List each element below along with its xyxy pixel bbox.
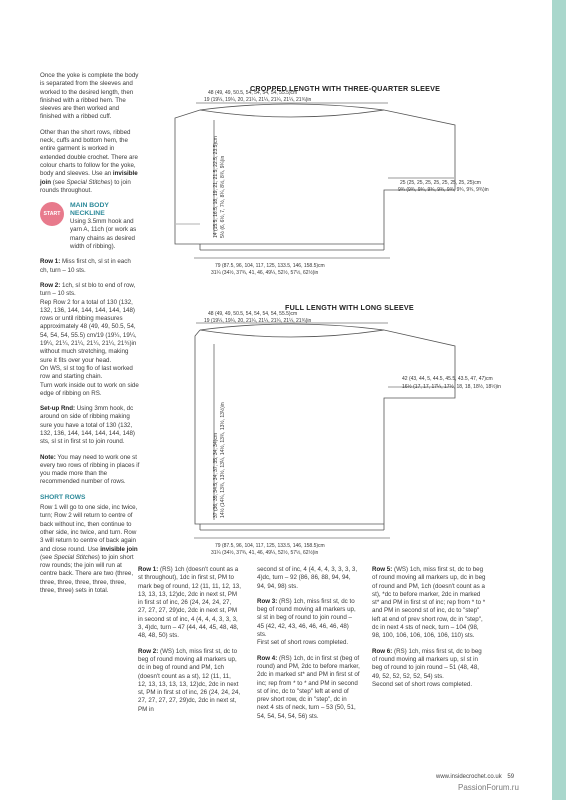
d2-body-in: 14½ (14¼, 13¾, 13½, 13¼, 14½, 13¾, 13½, 13½)in xyxy=(220,402,226,518)
d2-neck-cm: 48 (49, 49, 50.5, 54, 54, 54, 54, 55.5)cm xyxy=(208,311,298,317)
row-2-short: Row 2: (WS) 1ch, miss first st, dc to beg of round moving all markers up, dc in beg of round and PM, 1ch (doesn't count as a st), 12 (11, 11, 12, 13, 13, 13, 13, 12)dc, 2dc in next st, PM in first st of inc, 26 (24, 24, 24, 27, 27, 27, 27, 29)dc, 2dc in next st, PM in xyxy=(138,647,241,713)
construction-paragraph: Other than the short rows, ribbed neck, cuffs and bottom hem, the entire garment is worked in extended double crochet. There are colour charts to follow for the yoke, body and sleeves. Use an invisible join (see Special Stitches) to join rounds throughout. xyxy=(40,128,138,194)
row-3-short: Row 3: (RS) 1ch, miss first st, dc to beg of round moving all markers up, sl st in beg of round to join round – 45 (42, 42, 43, 46, 46, 46, 46, 48) sts. First set of short rows completed. xyxy=(257,597,356,647)
d2-sleeve-cm: 42 (43, 44, 5, 44.5, 45.5, 43.5, 47, 47)cm xyxy=(402,376,493,382)
d1-neck-cm: 48 (49, 49, 50.5, 54, 54, 54, 54, 55.5)cm xyxy=(208,90,298,96)
d1-hem-cm: 79 (87.5, 96, 104, 117, 125, 133.5, 146, 158.5)cm xyxy=(215,263,325,269)
d2-left-side xyxy=(195,330,200,524)
setup-round: Set-up Rnd: Using 3mm hook, dc around on side of ribbing making sure you have a total of 130 (132, 132, 136, 144, 144, 144, 144, 148) sts, sl st in first st to join round. xyxy=(40,405,135,446)
column-4 xyxy=(372,566,486,696)
section-title: MAIN BODY NECKLINE xyxy=(70,202,109,218)
d1-sleeve-cm: 25 (25, 25, 25, 25, 25, 25, 25, 25)cm xyxy=(400,180,481,186)
row-5-short: Row 5: (WS) 1ch, miss first st, dc to beg of round moving all markers up, dc in beg of round and PM, 1ch (doesn't count as a st), *dc to before marker, 2dc in marked st* and PM in first st of inc; rep from * to * and PM in second st of inc, dc to "step" left at end of prev short row, dc in "step", dc in next 4 sts of neck, turn – 104 (98, 98, 100, 106, 106, 106, 106, 110) sts. xyxy=(372,566,486,640)
column-2 xyxy=(138,566,241,721)
d1-sleeve-in: 9¾ (9¾, 9¾, 9¾, 9¾, 9¾, 9¾, 9¾, 9¾)in xyxy=(398,187,489,193)
d1-yoke-cm: 14 (15.5, 16.5, 18, 19, 21, 21.5, 22.5, 23.5)cm xyxy=(213,136,219,238)
row-1: Row 1: Miss first ch, sl st in each ch, turn – 10 sts. xyxy=(40,258,131,274)
neckline-instruction: Using 3.5mm hook and yarn A, 11ch (or work as many chains as desired width of ribbing). xyxy=(70,218,137,251)
d2-hem-in: 31¼ (34½, 37¾, 41, 46, 49¼, 52½, 57½, 62½)in xyxy=(211,550,319,556)
d1-neck-in: 19 (19¼, 19¼, 20, 21¼, 21¼, 21¼, 21¼, 21¾)in xyxy=(204,97,312,103)
d1-hem-in: 31¼ (34½, 37¾, 41, 46, 49¼, 52½, 57½, 62½)in xyxy=(211,270,319,276)
d2-sleeve-outline xyxy=(384,330,455,524)
d1-body-right xyxy=(384,110,455,244)
d2-body-cm: 37 (36, 35, 34.5, 34, 37, 35, 34, 34)cm xyxy=(213,432,219,518)
d1-yoke-in: 5½ (6, 6½, 7, 7½, 8¼, 8½, 8¾, 9¼)in xyxy=(220,155,226,238)
note: Note: You may need to work one st every two rows of ribbing in places if you made more than the recommended number of rows. xyxy=(40,453,140,486)
short-rows-intro: Row 1 will go to one side, inc twice, turn; Row 2 will return to centre of back without inc, then continue to other side, inc twice, and turn. Row 3 will return to centre of back again and close round. Use invisible join (see Special Stitches) to join short row rounds; the join will run at centre back. There are two (three, three, three, three, three, three, three, three) sets in total. xyxy=(40,504,138,595)
d2-neck-bottom xyxy=(200,330,384,337)
row-2-cont: second st of inc, 4 (4, 4, 4, 3, 3, 3, 3, 4)dc, turn – 92 (86, 86, 88, 94, 94, 94, 94, 98) sts. xyxy=(257,566,358,590)
d2-hem-cm: 79 (87.5, 96, 104, 117, 125, 133.5, 146, 158.5)cm xyxy=(215,543,325,549)
short-rows-title: SHORT ROWS xyxy=(40,493,86,501)
start-badge: START xyxy=(40,202,64,226)
row-1-short: Row 1: (RS) 1ch (doesn't count as a st throughout), 1dc in first st, PM to mark beg of round, 12 (11, 11, 12, 13, 13, 13, 13, 12)dc, 2dc in next st, PM in first st of inc, 26 (24, 24, 24, 27, 27, 27, 27, 29)dc, 2dc in next st, PM in second st of inc, 4 (4, 4, 4, 3, 3, 3, 3, 4)dc, turn – 47 (44, 44, 45, 48, 48, 48, 48, 50) sts. xyxy=(138,566,241,640)
page-number: 59 xyxy=(507,774,515,780)
d1-neck-bottom xyxy=(200,110,384,117)
diagram1-title: CROPPED LENGTH WITH THREE-QUARTER SLEEVE xyxy=(250,84,441,93)
d1-neck-top xyxy=(200,104,384,110)
intro-paragraph: Once the yoke is complete the body is separated from the sleeves and worked to the desired length, then finished with a ribbed hem. The sleeves are then worked and finished with a ribbed cuff. xyxy=(40,72,139,121)
row-4-short: Row 4: (RS) 1ch, dc in first st (beg of round) and PM, 2dc to before marker, 2dc in marked st* and PM in first st of inc; rep from * to * and PM in second st of inc, dc to "step" left at end of prev short row, dc in "step", dc in next 4 sts of neck, turn – 53 (50, 51, 54, 54, 54, 54, 56) sts. xyxy=(257,654,360,720)
diagram2-title: FULL LENGTH WITH LONG SLEEVE xyxy=(285,303,414,312)
footer-url: www.insidecrochet.co.uk xyxy=(436,774,502,780)
row-6-short: Row 6: (RS) 1ch, miss first st, dc to beg of round moving all markers up, sl st in beg of round to join round – 51 (48, 48, 49, 52, 52, 52, 52, 54) sts. Second set of short rows completed. xyxy=(372,647,482,688)
footer xyxy=(436,774,514,780)
column-3 xyxy=(257,566,360,728)
d2-neck-top xyxy=(200,324,384,330)
watermark: PassionForum.ru xyxy=(458,783,519,792)
row-2: Row 2: 1ch, sl st blo to end of row, turn – 10 sts. Rep Row 2 for a total of 130 (132, 132, 136, 144, 144, 144, 144, 148) rows or until ribbing measures approximately 48 (49, 49, 50.5, 54, 54, 54, 54, 55.5) cm/19 (19¼, 19¼, 19¼, 21¼, 21¼, 21¼, 21¼, 21¾)in without much stretching, making sure it fits over your head. On WS, sl st tog flo of last worked row and starting chain. Turn work inside out to work on side edge of ribbing on RS. xyxy=(40,281,139,397)
d2-neck-in: 19 (19¼, 19¼, 20, 21¼, 21¼, 21¼, 21¼, 21¾)in xyxy=(204,318,312,324)
d2-sleeve-in: 16½ (17, 17, 17¼, 17½, 18, 18, 18½, 18½)in xyxy=(402,384,501,390)
